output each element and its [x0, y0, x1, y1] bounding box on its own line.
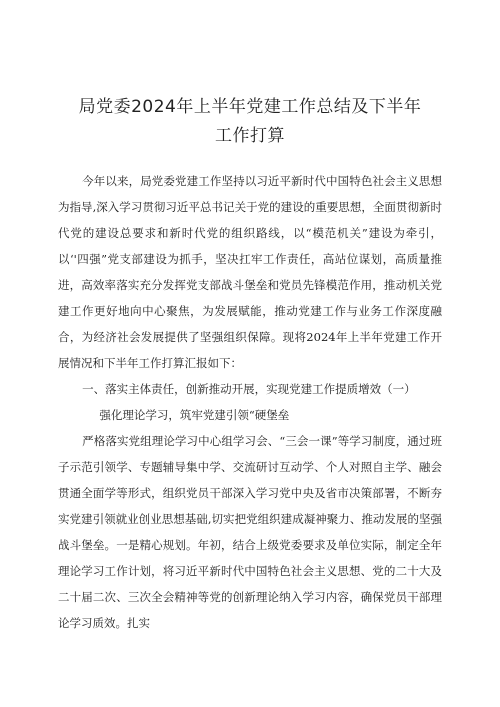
document-title-line-2: 工作打算: [215, 126, 285, 146]
section-heading: 一、落实主体责任，创新推动开展，实现党建工作提质增效（一）: [82, 382, 416, 396]
document-body: [58, 168, 442, 636]
subsection-heading: 强化理论学习，筑牢党建引领“硬堡垒: [99, 408, 290, 422]
document-title-line-1: 局党委2024年上半年党建工作总结及下半年: [78, 97, 422, 117]
body-paragraph: 严格落实党组理论学习中心组学习会、“三会一课”等学习制度，通过班子示范引领学、专题辅导集中学、交流研讨互动学、个人对照自主学、融会贯通全面学等形式，组织党员干部深入学习党中央及省市决策部署，不断夯实党建引领就业创业思想基础,切实把党组织建成凝神聚力、推动发展的坚强战斗堡垒。一是精心规划。年初，结合上级党委要求及单位实际，制定全年理论学习工作计划，将习近平新时代中国特色社会主义思想、党的二十大及二十届二次、三次全会精神等党的创新理论纳入学习内容，确保党员干部理论学习质效。扎实: [58, 434, 442, 630]
intro-paragraph: 今年以来，局党委党建工作坚持以习近平新时代中国特色社会主义思想为指导,深入学习贯彻习近平总书记关于党的建设的重要思想，全面贯彻新时代党的建设总要求和新时代党的组织路线，以“模范机关”建设为牵引，以‘'四强”党支部建设为抓手，坚决扛牢工作责任，高站位谋划，高质量推进，高效率落实充分发挥党支部战斗堡垒和党员先锋模范作用，推动机关党建工作更好地向中心聚焦，为发展赋能，推动党建工作与业务工作深度融合，为经济社会发展提供了坚强组织保障。现将2024年上半年党建工作开展情况和下半年工作打算汇报如下：: [58, 174, 442, 370]
